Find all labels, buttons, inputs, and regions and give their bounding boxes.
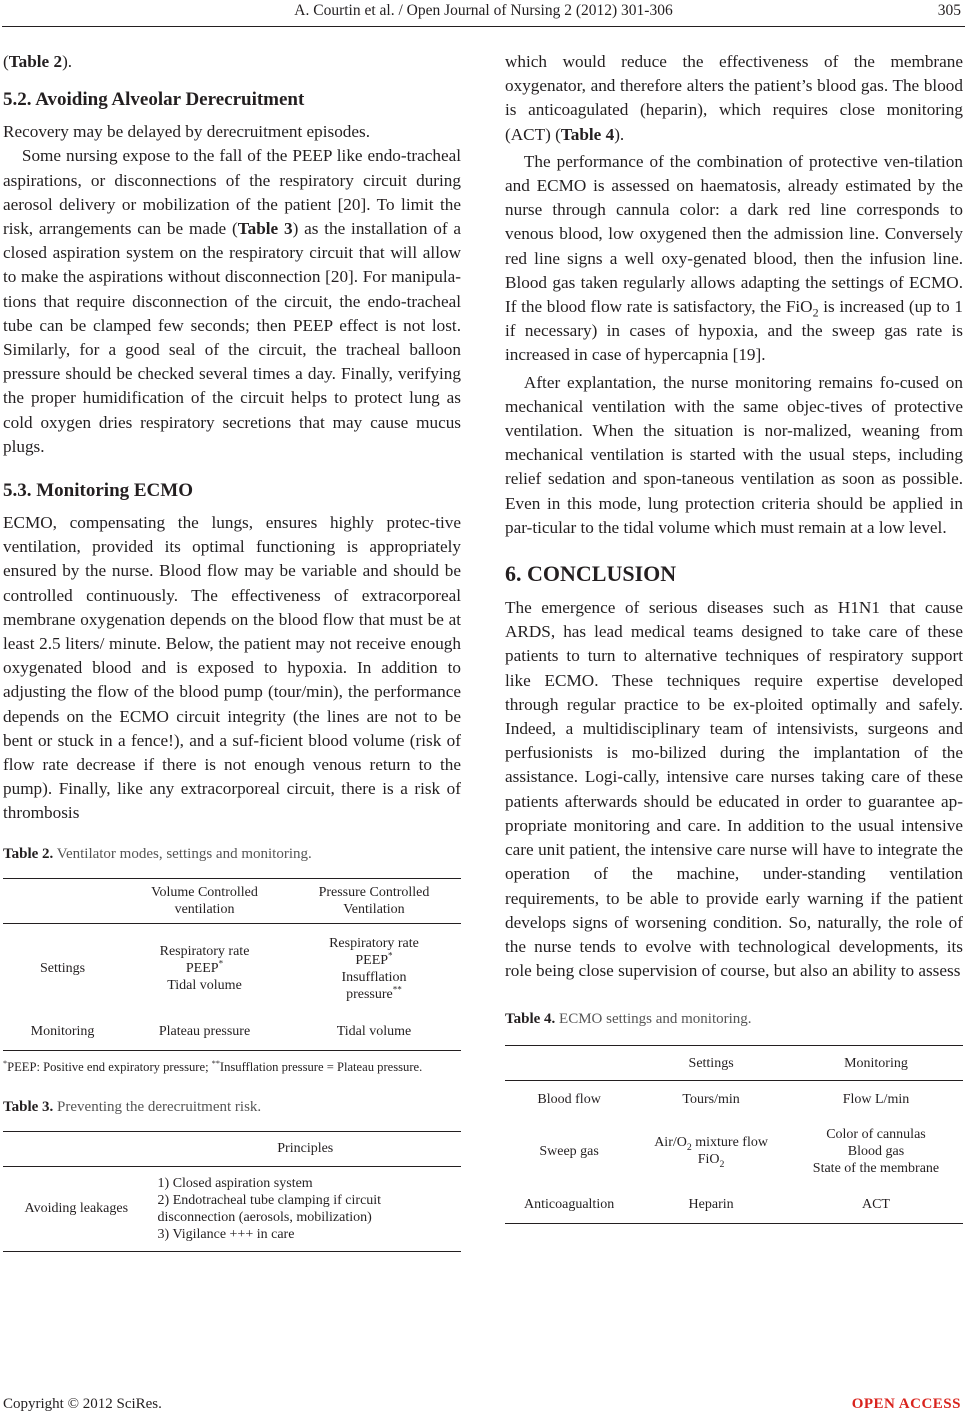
table-row-label: Anticoagualtion (524, 1196, 615, 1212)
table-caption: Table 3. Preventing the derecruitment risk. (3, 1098, 262, 1115)
list-item: 2) Endotracheal tube clamping if circuit disconnection (aerosols, mobilization) (157, 1192, 382, 1225)
list-item: 1) Closed aspiration system (157, 1175, 313, 1191)
table-3 (3, 1097, 461, 1252)
table-row-label: Avoiding leakages (24, 1201, 129, 1217)
table-caption: Table 4. ECMO settings and monitoring. (505, 1011, 752, 1028)
table-header-cell: Principles (277, 1141, 334, 1157)
paragraph: Recovery may be delayed by derecruitment episodes. (3, 122, 371, 142)
table-3-grid (3, 1131, 461, 1252)
table-header-cell: Monitoring (844, 1055, 908, 1071)
table-cell: Respiratory rate PEEP* Insufflation pressure** (329, 935, 419, 1002)
page-number: 305 (937, 2, 961, 19)
table-ref: Table 3 (237, 219, 293, 239)
running-title: A. Courtin et al. / Open Journal of Nursing 2 (2012) 301-306 (294, 2, 673, 19)
paragraph: The performance of the combination of protective ven-tilation and ECMO is assessed on haematosis, already estimated by the nurse through cannula color: a dark red line corresponds to venous blood, low oxygened then the admission line. Conversely red line signs a well oxy-genated blood, then the infusion line. Blood gas taken regularly allows adapting the settings of ECMO. If the blood flow rate is satisfactory, the FiO$_2$ is increased (up to 1 if necessary) in cases of hypoxia, and the sweep gas rate is increased in case of hypercapnia [19]. (505, 151, 964, 365)
paragraph: After explantation, the nurse monitoring remains fo-cused on mechanical ventilation with the same objec-tives of protective ventilation. When the situation is nor-malized, weaning from mechanical ventilation is started with the usual steps, including relief sedation and spon-taneous ventilation as soon as possible. Even in this mode, lung protection criteria should be applied in par-ticular to the tidal volume which must remain at a low level. (505, 372, 963, 537)
header-rule (2, 26, 965, 27)
table-cell: Color of cannulas Blood gas State of the membrane (812, 1126, 940, 1176)
table-cell: Respiratory rate PEEP* Tidal volume (159, 944, 250, 994)
table-caption: Table 2. Ventilator modes, settings and monitoring. (3, 845, 312, 862)
table-cell (150, 1166, 461, 1251)
table-cell: Tours/min (682, 1091, 740, 1107)
paragraph: which would reduce the effectiveness of the membrane oxygenator, and therefore alters the patient’s blood gas. The blood is anticoagulated (heparin), which requires close monitoring (ACT) (Table 4). (505, 52, 963, 144)
table-row-label: Settings (39, 961, 86, 977)
running-header (0, 0, 967, 22)
table-cell: Heparin (688, 1196, 734, 1212)
section-heading-5-3: 5.3. Monitoring ECMO (3, 480, 193, 502)
paragraph: ECMO, compensating the lungs, ensures highly protec-tive ventilation, provided its optimal functioning is appropriately ensured by the nurse. Blood flow may be variable and should be controlled continuously. The effectiveness of extracorporeal membrane oxygenation depends on the blood flow that must be at least 2.5 liters/ minute. Below, the patient may not receive enough oxygenated blood and is exposed to hypoxia. In addition to adjusting the flow of the blood pump (tour/min), the performance depends on the ECMO circuit integrity (the lines are not to be bent or stuck in a fence!), and a suf-ficient blood volume (risk of flow rate decrease if there is not enough venous return to the pump). Finally, like any extracorporeal circuit, there is a risk of thrombosis (3, 513, 461, 823)
table-cell: ACT (861, 1196, 890, 1212)
table-4 (505, 1009, 963, 1224)
table-2-grid (3, 878, 461, 1051)
table-row-label: Sweep gas (539, 1143, 599, 1159)
section-heading-5-2: 5.2. Avoiding Alveolar Derecruitment (3, 89, 305, 111)
section-heading-6: 6. CONCLUSION (505, 561, 677, 587)
copyright-notice: Copyright © 2012 SciRes. (3, 1396, 162, 1412)
table-header-cell: Volume Controlled ventilation (151, 884, 258, 917)
table-cell: Air/$O_2$ mixture flow FiO$_2$ (654, 1135, 768, 1171)
table-cell: Tidal volume (336, 1024, 412, 1040)
paragraph: Some nursing expose to the fall of the PEEP like endo-tracheal aspirations, or disconnections of the respiratory circuit during aerosol delivery or mobilization of the patient [20]. To limit the risk, arrangements can be made (Table 3) as the installation of a closed aspiration system on the respiratory circuit that will allow to make the aspirations without disconnection [20]. For manipula-tions that require disconnection of the circuit, the endo-tracheal tube can be clamped few seconds; then PEEP effect is not lost. Similarly, for a good seal of the circuit, the tracheal balloon pressure should be checked several times a day. Finally, verifying the proper humidification of the circuit helps to protect lung as cold oxygen dries respiratory secretions that may cause mucus plugs. (3, 146, 462, 456)
table-header-cell: Settings (688, 1055, 734, 1071)
table-ref: Table 2 (8, 52, 63, 71)
table-ref: Table 4 (560, 124, 615, 144)
right-column (505, 50, 963, 1224)
intro-fragment: (Table 2). (3, 52, 73, 71)
paragraph: The emergence of serious diseases such as H1N1 that cause ARDS, has lead medical teams designed to take care of these patients to turn to alternative techniques of respiratory support like ECMO. These techniques require expertise developed through regular practice to be ex-ploited optimally and safely. Indeed, a multidisciplinary team of intensivists, surgeons and perfusionists is mo-bilized during the implantation of the assistance. Logi-cally, intensive care nurses taking care of these patients afterwards should be educated in order to guarantee ap-propriate monitoring and care. In addition to the usual intensive care unit patient, the intensive care nurse will have to integrate the operation of the machine, under-standing ventilation requirements, to be able to provide early warning if the patient develops signs of worsening condition. So, naturally, the role of the nurse tends to evolve with technological developments, its role being close supervision of course, but also an ability to assess (505, 598, 963, 981)
table-cell: Plateau pressure (158, 1024, 251, 1040)
table-row-label: Blood flow (537, 1091, 601, 1107)
table-4-grid (505, 1045, 963, 1224)
table-cell: Flow L/min (842, 1091, 910, 1107)
left-column (3, 50, 461, 1252)
table-header-cell: Pressure Controlled Ventilation (318, 884, 430, 917)
list-item: 3) Vigilance +++ in care (157, 1226, 295, 1242)
table-footnote: *PEEP: Positive end expiratory pressure; **Insufflation pressure = Plateau pressure. (3, 1058, 423, 1074)
open-access-badge: OPEN ACCESS (851, 1396, 961, 1412)
table-2 (3, 844, 461, 1075)
table-row-label: Monitoring (30, 1024, 95, 1040)
